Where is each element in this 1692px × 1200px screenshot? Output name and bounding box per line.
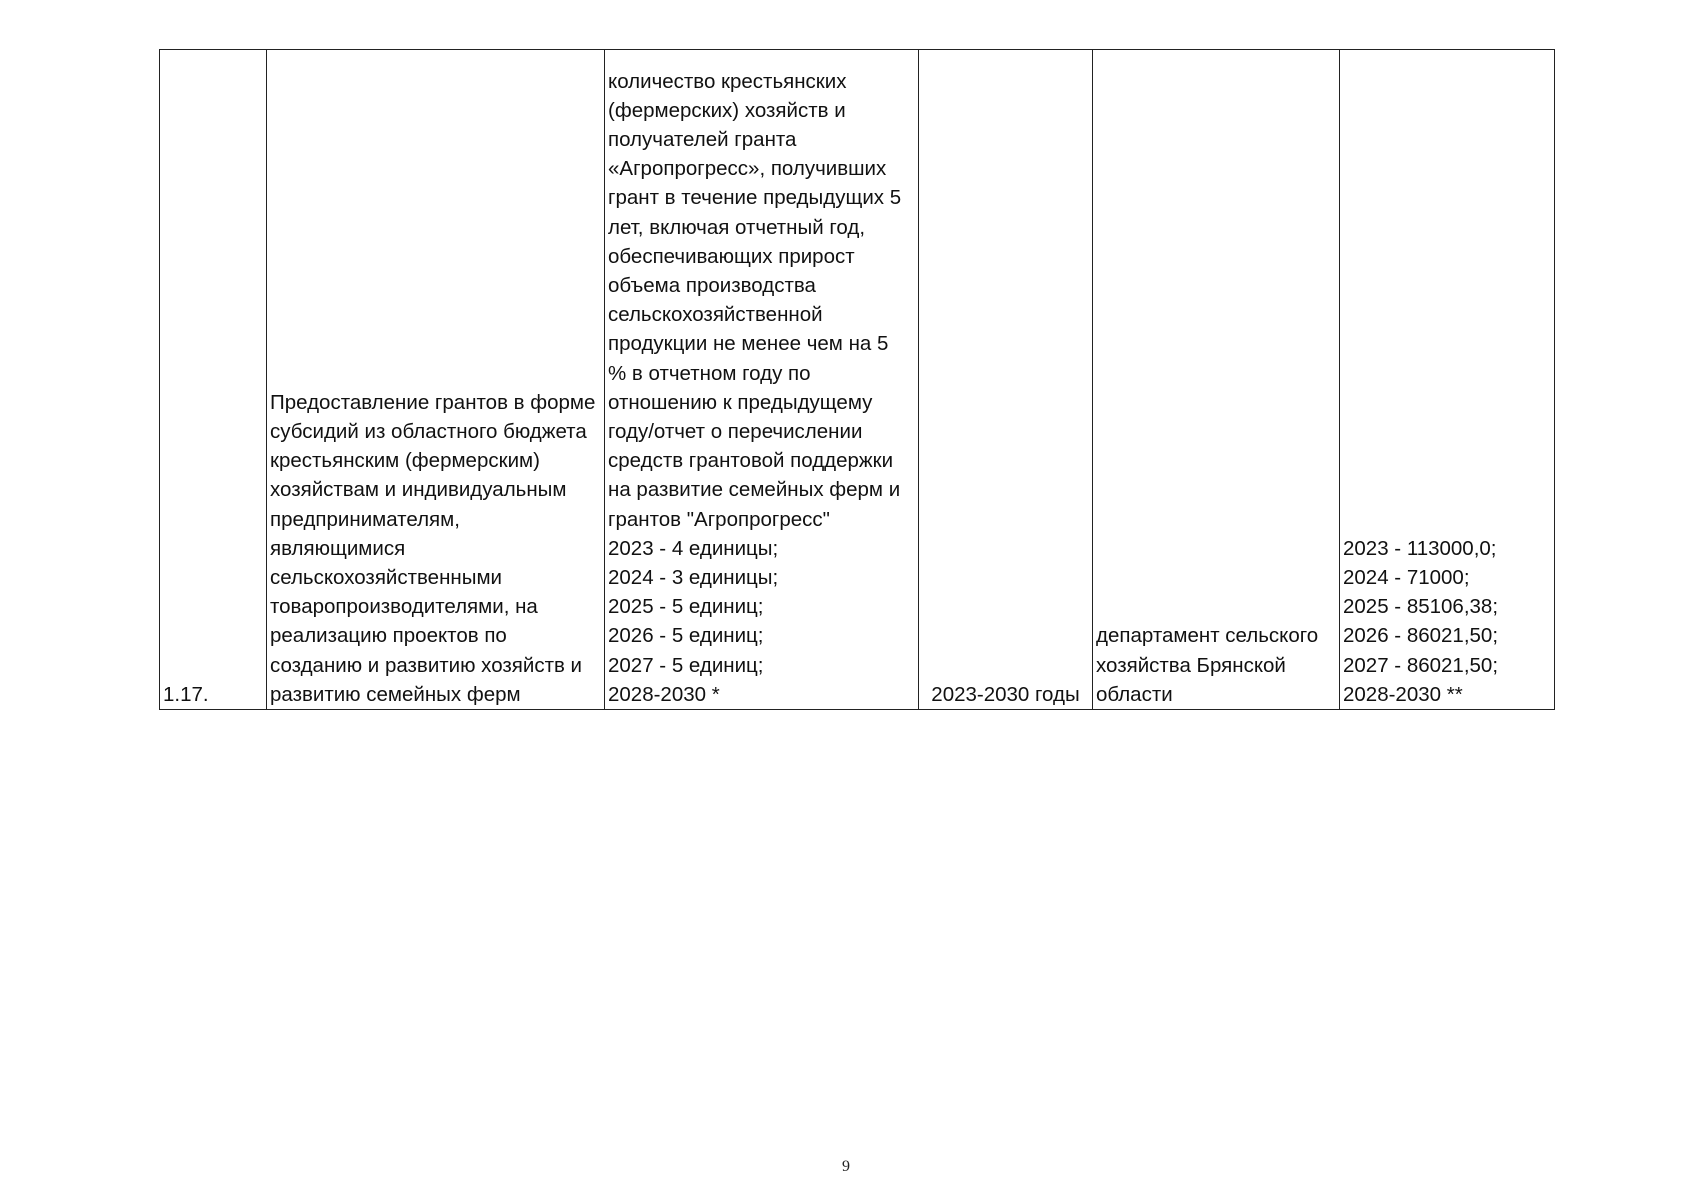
term-cell: 2023-2030 годы bbox=[919, 50, 1093, 710]
responsible-executor-cell: департамент сельского хозяйства Брянской области bbox=[1093, 50, 1340, 710]
program-measures-table bbox=[159, 49, 1555, 710]
table-row bbox=[160, 50, 1555, 710]
financing-cell: 2023 - 113000,0; 2024 - 71000; 2025 - 85106,38; 2026 - 86021,50; 2027 - 86021,50; 2028-2030 ** bbox=[1340, 50, 1555, 710]
indicator-cell: количество крестьянских (фермерских) хозяйств и получателей гранта «Агропрогресс», получивших грант в течение предыдущих 5 лет, включая отчетный год, обеспечивающих прирост объема производства сельскохозяйственной продукции не менее чем на 5 % в отчетном году по отношению к предыдущему году/отчет о перечислении средств грантовой поддержки на развитие семейных ферм и грантов "Агропрогресс" 2023 - 4 единицы; 2024 - 3 единицы; 2025 - 5 единиц; 2026 - 5 единиц; 2027 - 5 единиц; 2028-2030 * bbox=[605, 50, 919, 710]
page-number: 9 bbox=[842, 1158, 850, 1175]
row-number-cell: 1.17. bbox=[160, 50, 267, 710]
measure-name-cell: Предоставление грантов в форме субсидий из областного бюджета крестьянским (фермерским) хозяйствам и индивидуальным предпринимателям, являющимися сельскохозяйственными товаропроизводителями, на реализацию проектов по созданию и развитию хозяйств и развитию семейных ферм bbox=[267, 50, 605, 710]
